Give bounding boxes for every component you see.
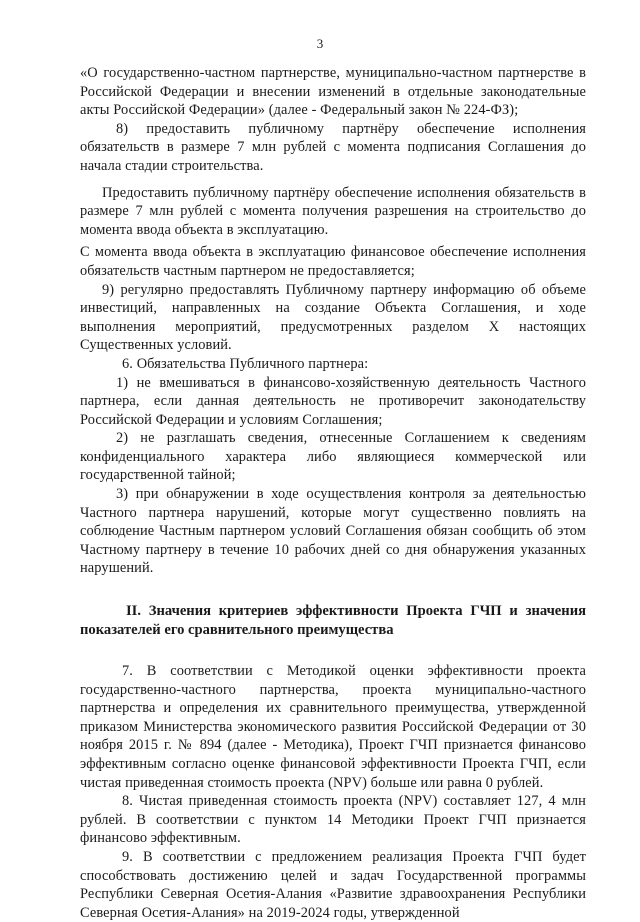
- paragraph-guarantee-construction: Предоставить публичному партнёру обеспечение исполнения обязательств в размере 7 млн рублей с момента получения разрешения на строительство до момента ввода объекта в эксплуатацию.: [80, 184, 586, 238]
- paragraph-item-9-program: 9. В соответствии с предложением реализация Проекта ГЧП будет способствовать достижению целей и задач Государственной программы Республики Северная Осетия-Алания «Развитие здравоохранения Республики Северная Осетия-Алания» на 2019-2024 годы, утвержденной: [80, 848, 586, 921]
- document-body: [80, 64, 586, 922]
- paragraph-item-8: 8) предоставить публичному партнёру обеспечение исполнения обязательств в размере 7 млн рублей с момента подписания Соглашения до начала стадии строительства.: [80, 120, 586, 174]
- paragraph-guarantee-exploitation: С момента ввода объекта в эксплуатацию финансовое обеспечение исполнения обязательств частным партнером не предоставляется;: [80, 244, 586, 279]
- page-number: 3: [316, 36, 324, 51]
- paragraph-obligation-2: 2) не разглашать сведения, отнесенные Соглашением к сведениям конфиденциального характера либо являющиеся коммерческой или государственной тайной;: [80, 430, 586, 484]
- paragraph-item-7: 7. В соответствии с Методикой оценки эффективности проекта государственно-частного партнерства, проекта муниципально-частного партнерства и определения их сравнительного преимущества, утвержденной приказом Министерства экономического развития Российской Федерации от 30 ноября 2015 г. № 894 (далее - Методика), Проект ГЧП признается финансово эффективным согласно оценке финансовой эффективности Проекта ГЧП, если чистая приведенная стоимость проекта (NPV) больше или равна 0 рублей.: [80, 663, 586, 791]
- paragraph-obligation-3: 3) при обнаружении в ходе осуществления контроля за деятельностью Частного партнера нарушений, которые могут существенно повлиять на соблюдение Частным партнером условий Соглашения обязан сообщить об этом Частному партнеру в течение 10 рабочих дней со дня обнаружения указанных нарушений.: [80, 486, 586, 577]
- paragraph-public-partner-obligations: 6. Обязательства Публичного партнера:: [122, 355, 369, 372]
- paragraph-item-9: 9) регулярно предоставлять Публичному партнеру информацию об объеме инвестиций, направленных на создание Объекта Соглашения, и ходе выполнения мероприятий, предусмотренных разделом X настоящих Существенных условий.: [80, 281, 586, 354]
- paragraph-item-8-npv: 8. Чистая приведенная стоимость проекта (NPV) составляет 127, 4 млн рублей. В соответствии с пунктом 14 Методики Проект ГЧП признается финансово эффективным.: [80, 793, 586, 847]
- paragraph-obligation-1: 1) не вмешиваться в финансово-хозяйственную деятельность Частного партнера, если данная деятельность не противоречит законодательству Российской Федерации и условиям Соглашения;: [80, 374, 586, 428]
- paragraph-law-reference: «О государственно-частном партнерстве, муниципально-частном партнерстве в Российской Федерации и внесении изменений в отдельные законодательные акты Российской Федерации» (далее - Федеральный закон № 224-ФЗ);: [80, 65, 586, 119]
- section-heading: II. Значения критериев эффективности Проекта ГЧП и значения показателей его сравнительного преимущества: [80, 603, 586, 639]
